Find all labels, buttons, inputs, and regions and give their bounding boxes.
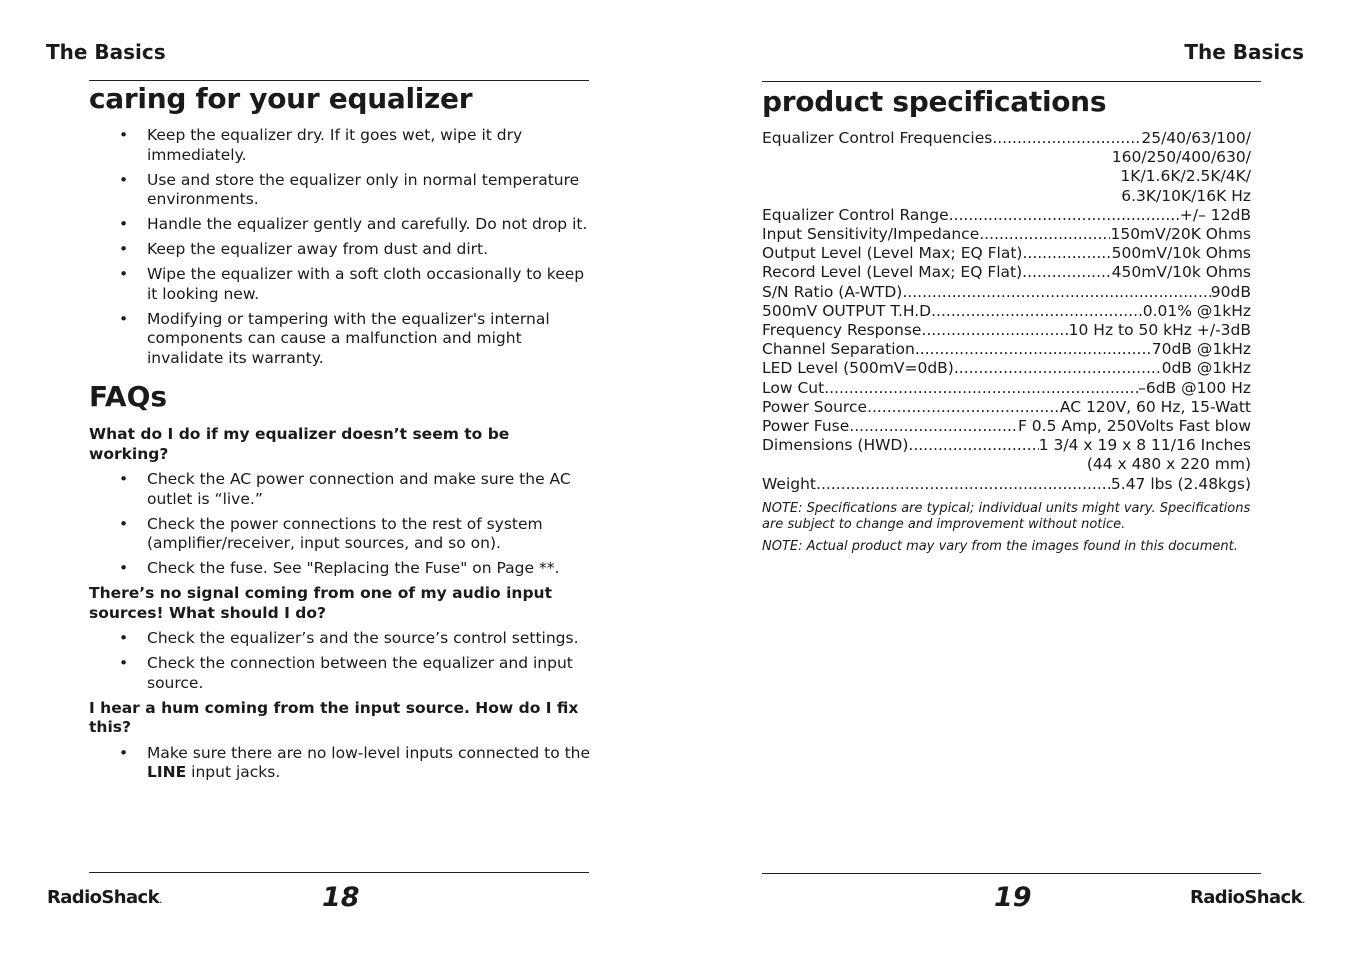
- spec-value: AC 120V, 60 Hz, 15-Watt: [1059, 397, 1251, 416]
- spec-row: [762, 340, 1251, 359]
- specs-table: [762, 129, 1251, 494]
- left-column: [89, 126, 591, 788]
- faq-question: There’s no signal coming from one of my audio input sources! What should I do?: [89, 584, 552, 622]
- bullet-icon: •: [119, 470, 129, 488]
- faq-question: What do I do if my equalizer doesn’t seem to be working?: [89, 425, 510, 463]
- spec-value: 500mV/10k Ohms: [1111, 244, 1251, 263]
- spec-value: 0.01% @1kHz: [1142, 301, 1251, 320]
- spec-label: Output Level (Level Max; EQ Flat): [762, 244, 1023, 263]
- dot-leader: [1022, 263, 1111, 282]
- list-item: • Modifying or tampering with the equalizer's internal components can cause a malfunction and might invalidate its warranty.: [119, 309, 550, 367]
- spec-value: +/– 12dB: [1179, 205, 1251, 224]
- spec-label: Power Source: [762, 397, 868, 416]
- spec-row: [762, 283, 1251, 302]
- spec-value: 10 Hz to 50 kHz +/-3dB: [1068, 321, 1251, 340]
- spec-row: [762, 225, 1251, 244]
- spec-continuation: 160/250/400/630/: [1111, 148, 1251, 167]
- bullet-icon: •: [119, 629, 129, 647]
- spec-row: [762, 263, 1251, 282]
- bullet-icon: •: [119, 654, 129, 672]
- section-label-left: The Basics: [46, 40, 166, 64]
- spec-value: 70dB @1kHz: [1151, 340, 1251, 359]
- dot-leader: [921, 321, 1068, 340]
- bullet-icon: •: [119, 126, 129, 144]
- faq-title: FAQs: [89, 380, 168, 413]
- dot-leader: [902, 283, 1210, 302]
- dot-leader: [867, 398, 1060, 417]
- brand-logo-left: RadioShack.: [47, 887, 163, 908]
- list-item: • Wipe the equalizer with a soft cloth occasionally to keep it looking new.: [119, 265, 585, 303]
- brand-logo-right: RadioShack.: [1190, 887, 1306, 908]
- spec-row: [762, 359, 1251, 378]
- spec-rows: [762, 206, 1251, 436]
- faq-answer-list: [89, 470, 591, 579]
- bottom-rule-left: [89, 872, 589, 873]
- list-item: • Make sure there are no low-level inputs connected to the LINE input jacks.: [119, 743, 591, 781]
- spec-label: Power Fuse: [762, 417, 850, 436]
- faq-answer-list: [89, 629, 591, 693]
- specs-title: product specifications: [762, 85, 1107, 118]
- spec-value: 150mV/20K Ohms: [1110, 225, 1251, 244]
- spec-row-dimensions: Dimensions (HWD) ..... 1 3/4 x 19 x 8 11/16 Inches: [762, 436, 1251, 455]
- spec-continuation: 1K/1.6K/2.5K/4K/: [1120, 167, 1251, 186]
- bullet-icon: •: [119, 215, 129, 233]
- spec-label: Equalizer Control Range: [762, 205, 949, 224]
- spec-continuation: (44 x 480 x 220 mm): [1086, 455, 1251, 474]
- dot-leader: [849, 417, 1018, 436]
- dot-leader: [979, 225, 1110, 244]
- dot-leader: [954, 359, 1162, 378]
- spec-label: Frequency Response: [762, 321, 922, 340]
- spec-label: Low Cut: [762, 378, 825, 397]
- list-item: • Check the AC power connection and make sure the AC outlet is “live.”: [119, 470, 571, 508]
- dot-leader: [824, 379, 1138, 398]
- spec-label: Input Sensitivity/Impedance: [762, 225, 980, 244]
- dot-leader: [931, 302, 1143, 321]
- bullet-icon: •: [119, 514, 129, 533]
- dot-leader: [1022, 244, 1111, 263]
- spec-row: [762, 321, 1251, 340]
- page-number-left: 18: [322, 882, 360, 913]
- list-item: • Check the fuse. See "Replacing the Fuse" on Page **.: [119, 559, 560, 577]
- spec-row: [762, 379, 1251, 398]
- bullet-icon: •: [119, 743, 129, 762]
- top-rule-left: [89, 80, 589, 81]
- spec-continuation: 6.3K/10K/16K Hz: [1121, 186, 1251, 205]
- line-label: LINE: [147, 763, 187, 781]
- list-item: • Check the equalizer’s and the source’s control settings.: [119, 629, 579, 647]
- section-label-right: The Basics: [1184, 40, 1304, 64]
- spec-value: –6dB @100 Hz: [1138, 378, 1251, 397]
- spec-label: 500mV OUTPUT T.H.D: [762, 301, 932, 320]
- spec-value: 90dB: [1210, 282, 1251, 301]
- bullet-icon: •: [119, 309, 129, 328]
- spec-value: 0dB @1kHz: [1161, 359, 1251, 378]
- spec-row: [762, 244, 1251, 263]
- faq-answer-list: [89, 744, 591, 783]
- spec-row: [762, 206, 1251, 225]
- bullet-icon: •: [119, 265, 129, 283]
- list-item: • Keep the equalizer away from dust and dirt.: [119, 240, 488, 258]
- care-title: caring for your equalizer: [89, 82, 473, 115]
- spec-row-weight: Weight ..... 5.47 lbs (2.48kgs): [762, 475, 1251, 494]
- faq-question: I hear a hum coming from the input source. How do I fix this?: [89, 698, 579, 736]
- spec-label: S/N Ratio (A-WTD): [762, 282, 903, 301]
- list-item: • Check the power connections to the rest of system (amplifier/receiver, input sources, and so on).: [119, 514, 543, 552]
- bullet-icon: •: [119, 170, 129, 189]
- bullet-icon: •: [119, 559, 129, 577]
- list-item: • Use and store the equalizer only in normal temperature environments.: [119, 170, 580, 208]
- dot-leader: [915, 340, 1152, 359]
- top-rule-right: [762, 81, 1261, 82]
- spec-row: [762, 417, 1251, 436]
- list-item: • Keep the equalizer dry. If it goes wet, wipe it dry immediately.: [119, 126, 523, 164]
- spec-label: Channel Separation: [762, 340, 915, 359]
- spec-row: [762, 398, 1251, 417]
- spec-row-frequencies: Equalizer Control Frequencies ..... 25/40/63/100/: [762, 129, 1251, 148]
- spec-value: F 0.5 Amp, 250Volts Fast blow: [1017, 417, 1251, 436]
- dot-leader: [949, 206, 1180, 225]
- spec-label: Record Level (Level Max; EQ Flat): [762, 263, 1023, 282]
- product-note: NOTE: Actual product may vary from the images found in this document.: [762, 539, 1238, 554]
- page-number-right: 19: [994, 882, 1032, 913]
- list-item: • Check the connection between the equalizer and input source.: [119, 654, 573, 692]
- spec-row: [762, 302, 1251, 321]
- bottom-rule-right: [762, 873, 1261, 874]
- bullet-icon: •: [119, 240, 129, 258]
- spec-note: NOTE: Specifications are typical; individual units might vary. Specifications are subject to change and improvement without notice.: [762, 501, 1251, 532]
- list-item: • Handle the equalizer gently and carefully. Do not drop it.: [119, 215, 588, 233]
- spec-label: LED Level (500mV=0dB): [762, 359, 954, 378]
- care-list: [89, 126, 591, 368]
- spec-value: 450mV/10k Ohms: [1111, 263, 1251, 282]
